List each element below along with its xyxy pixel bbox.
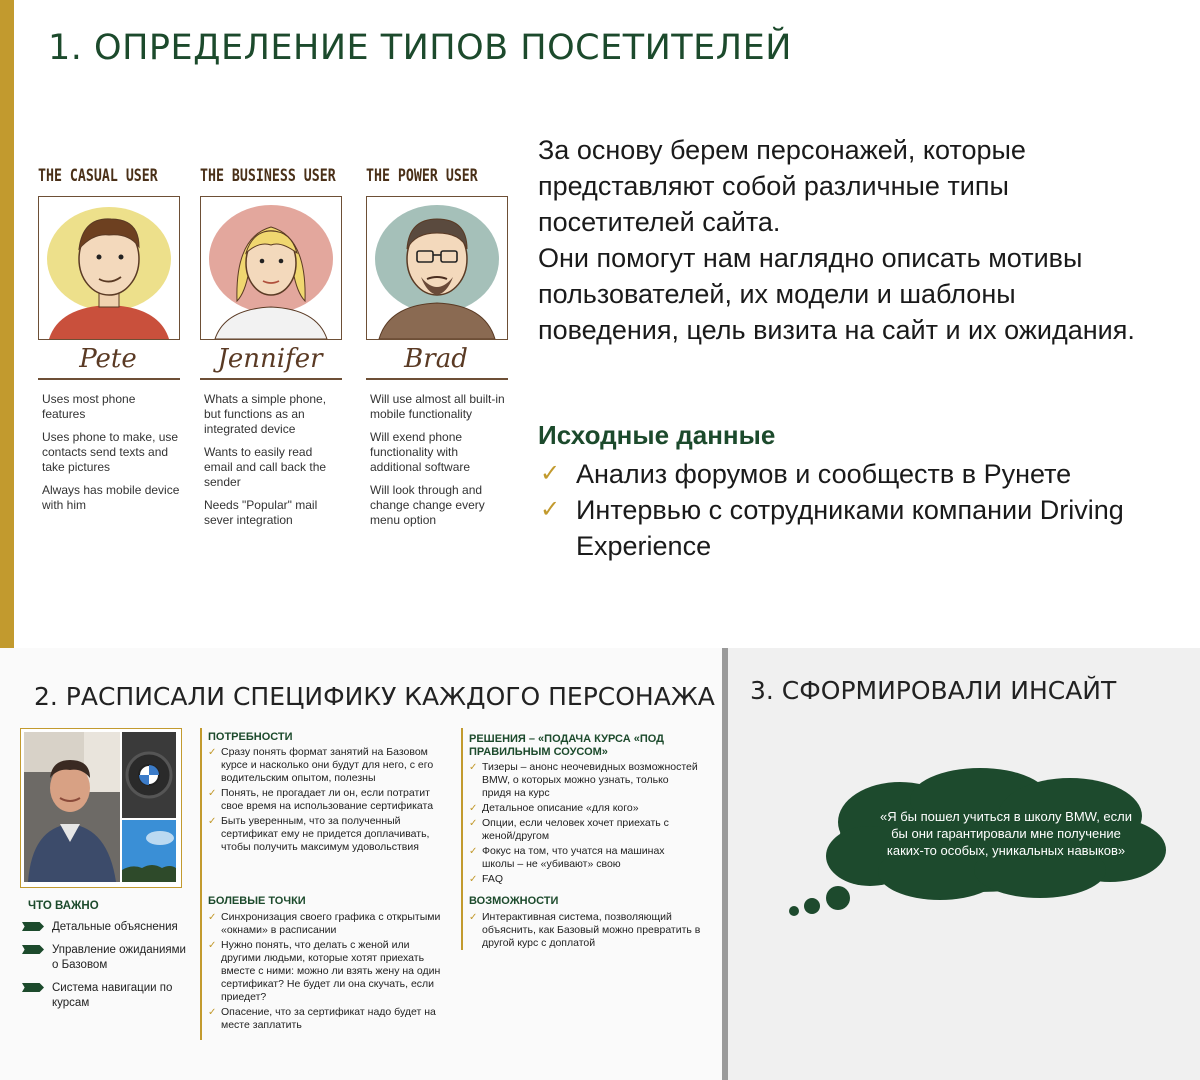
list-item [469, 845, 699, 871]
opportunity-text: Интерактивная система, позволяющий объяснить, как Базовый можно превратить в другой курс с доплатой [482, 911, 701, 949]
source-text: Интервью с сотрудниками компании Driving Experience [576, 495, 1124, 561]
persona-notes [366, 392, 510, 528]
need-text: Сразу понять формат занятий на Базовом курсе и насколько они будут для него, с его водительским опытом, полезны [221, 746, 434, 784]
person-photo [24, 732, 120, 882]
pain-text: Опасение, что за сертификат надо будет на месте заплатить [221, 1006, 436, 1031]
checkmark-icon: ✓ [469, 762, 478, 773]
list-item [208, 787, 452, 813]
checkmark-icon: ✓ [469, 803, 478, 814]
checkmark-icon: ✓ [469, 912, 478, 923]
persona-name: Jennifer [217, 344, 323, 374]
divider [38, 378, 180, 380]
persona-note: Will exend phone functionality with additional software [370, 429, 471, 474]
checkmark-icon: ✓ [208, 788, 217, 799]
persona-note: Needs "Popular" mail sever integration [204, 497, 318, 527]
divider [200, 378, 342, 380]
persona-note: Uses phone to make, use contacts send texts and take pictures [42, 429, 179, 474]
solution-text: Фокус на том, что учатся на машинах школы – не «убивают» свою [482, 845, 665, 870]
list-item [22, 981, 192, 1011]
checkmark-icon: ✓ [469, 874, 478, 885]
list-item [208, 911, 452, 937]
checkmark-icon: ✓ [208, 940, 217, 951]
section-2-title: 2. РАСПИСАЛИ СПЕЦИФИКУ КАЖДОГО ПЕРСОНАЖА [34, 682, 715, 711]
pains-block [208, 895, 452, 1034]
column-divider [461, 728, 463, 950]
persona-name: Pete [79, 344, 137, 374]
list-item [208, 815, 452, 854]
sources-title: Исходные данные [538, 420, 776, 450]
persona-heading: THE CASUAL USER [38, 166, 158, 186]
persona-note: Whats a simple phone, but functions as an integrated device [204, 391, 327, 436]
persona-power [366, 166, 510, 536]
persona-notes [200, 392, 374, 528]
needs-title: ПОТРЕБНОСТИ [208, 731, 293, 743]
important-text: Система навигации по курсам [52, 982, 173, 1009]
intro-paragraph: Они помогут нам наглядно описать мотивы пользователей, их модели и шаблоны поведения, цель визита на сайт и их ожидания. [538, 243, 1135, 345]
solution-text: Детальное описание «для кого» [482, 802, 639, 814]
needs-block [208, 731, 452, 856]
divider [366, 378, 508, 380]
need-text: Понять, не прогадает ли он, если потратит свое время на использование сертификата [221, 787, 434, 812]
checkmark-icon: ✓ [208, 1007, 217, 1018]
important-list [22, 920, 192, 1017]
persona-note: Wants to easily read email and call back the sender [204, 444, 327, 489]
pain-text: Нужно понять, что делать с женой или другими людьми, которые хотят приехать вместе с ними: можно ли взять жену на один сертификат? Не будет ли она скучать, если приедет? [221, 939, 441, 1003]
checkmark-icon: ✓ [208, 747, 217, 758]
checkmark-icon: ✓ [469, 846, 478, 857]
list-item [469, 817, 699, 843]
opportunities-block [469, 895, 709, 952]
intro-text [538, 132, 1158, 348]
list-item [22, 920, 192, 935]
persona-notes [38, 392, 192, 513]
important-text: Управление ожиданиями о Базовом [52, 944, 186, 971]
column-divider [200, 728, 202, 1040]
arrow-icon [22, 922, 44, 931]
list-item [22, 943, 192, 973]
pain-text: Синхронизация своего графика с открытыми «окнами» в расписании [221, 911, 441, 936]
persona-note: Uses most phone features [42, 391, 136, 421]
checkmark-icon: ✓ [540, 496, 561, 523]
persona-note: Will look through and change change every menu option [370, 482, 485, 527]
needs-list [208, 746, 452, 854]
bmw-wheel-photo [122, 732, 176, 818]
solutions-title: РЕШЕНИЯ – «ПОДАЧА КУРСА «ПОД ПРАВИЛЬНЫМ СОУСОМ» [469, 733, 664, 758]
need-text: Быть уверенным, что за полученный сертификат ему не придется доплачивать, чтобы получить максимум удовольствия [221, 815, 430, 853]
persona-casual [38, 166, 192, 521]
persona-note: Will use almost all built-in mobile functionality [370, 391, 505, 421]
pains-title: БОЛЕВЫЕ ТОЧКИ [208, 895, 306, 907]
accent-bar [0, 0, 14, 648]
list-item [538, 492, 1178, 564]
opportunities-list [469, 911, 709, 950]
persona-portrait-brad [366, 196, 508, 340]
list-item [208, 746, 452, 785]
section-3-title: 3. СФОРМИРОВАЛИ ИНСАЙТ [750, 676, 1117, 705]
list-item [469, 761, 699, 800]
checkmark-icon: ✓ [469, 818, 478, 829]
persona-heading: THE BUSINESS USER [200, 166, 336, 186]
solutions-block [469, 733, 699, 888]
solution-text: Опции, если человек хочет приехать с женой/другом [482, 817, 669, 842]
list-item [469, 873, 699, 886]
list-item [538, 456, 1178, 492]
checkmark-icon: ✓ [208, 816, 217, 827]
solution-text: FAQ [482, 873, 504, 885]
intro-paragraph: За основу берем персонажей, которые представляют собой различные типы посетителей сайта. [538, 135, 1026, 237]
persona-name: Brad [404, 344, 468, 374]
pains-list [208, 911, 452, 1032]
list-item [469, 911, 709, 950]
solutions-list [469, 761, 699, 886]
persona-portrait-pete [38, 196, 180, 340]
page-title: 1. ОПРЕДЕЛЕНИЕ ТИПОВ ПОСЕТИТЕЛЕЙ [48, 28, 792, 68]
important-title: ЧТО ВАЖНО [28, 900, 99, 912]
source-text: Анализ форумов и сообществ в Рунете [576, 459, 1072, 489]
list-item [208, 1006, 452, 1032]
sky-photo [122, 820, 176, 882]
persona-heading: THE POWER USER [366, 166, 478, 186]
arrow-icon [22, 983, 44, 992]
list-item [469, 802, 699, 815]
important-text: Детальные объяснения [52, 921, 178, 933]
persona-business [200, 166, 374, 536]
insight-quote: «Я бы пошел учиться в школу BMW, если бы они гарантировали мне получение каких-то особых, уникальных навыков» [879, 809, 1132, 858]
list-item [208, 939, 452, 1004]
persona-portrait-jennifer [200, 196, 342, 340]
arrow-icon [22, 945, 44, 954]
sources-list [538, 456, 1178, 564]
checkmark-icon: ✓ [208, 912, 217, 923]
solution-text: Тизеры – анонс неочевидных возможностей BMW, о которых можно узнать, только придя на курс [482, 761, 698, 799]
opportunities-title: ВОЗМОЖНОСТИ [469, 895, 559, 907]
persona-note: Always has mobile device with him [42, 482, 180, 512]
checkmark-icon: ✓ [540, 460, 561, 487]
